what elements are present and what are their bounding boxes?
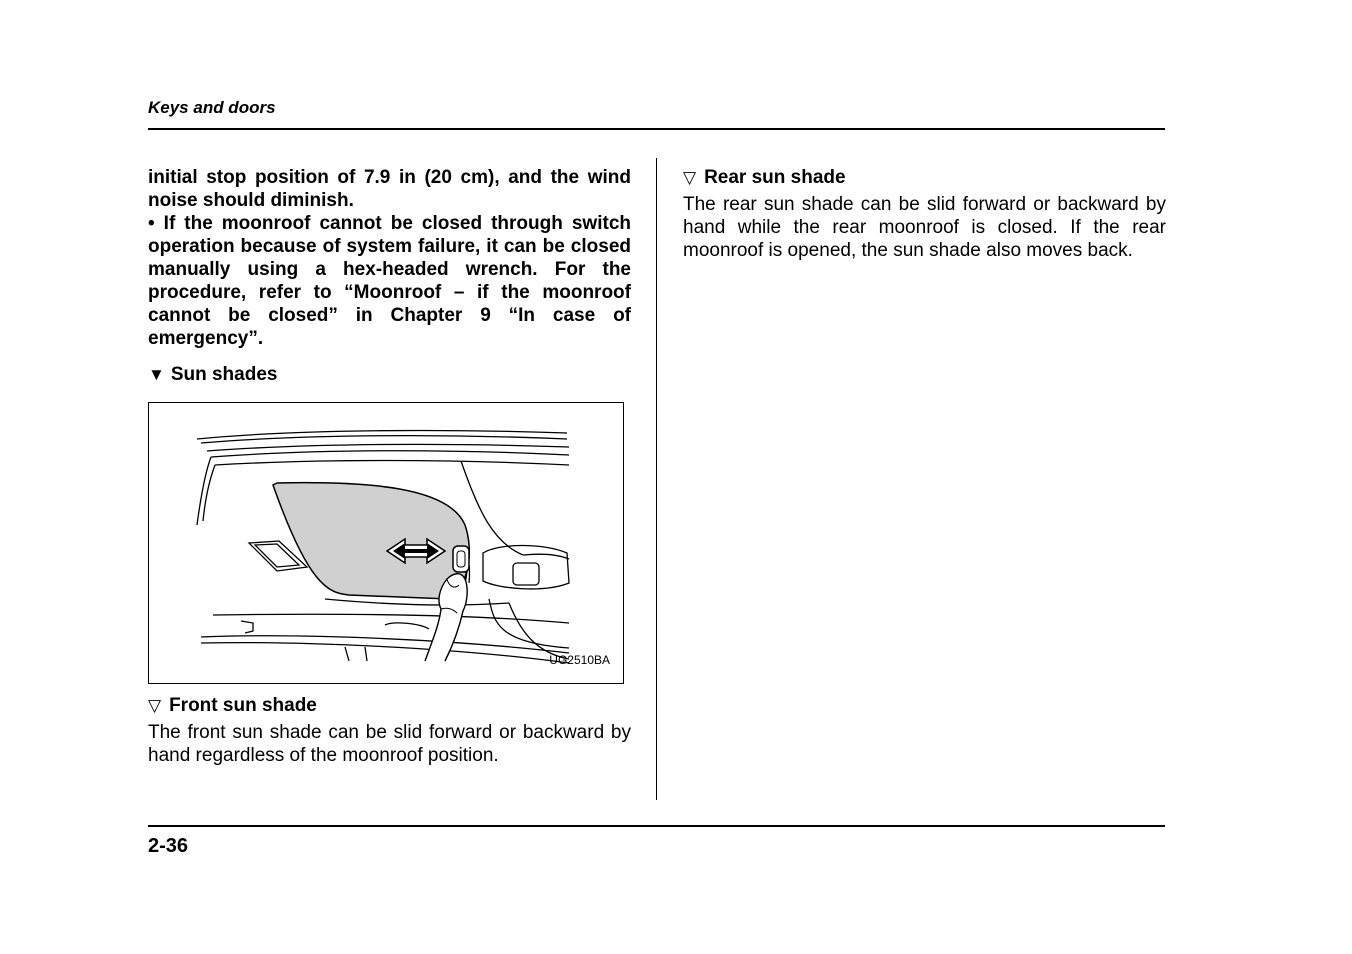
rear-sun-shade-text: The rear sun shade can be slid forward or backward by hand while the rear moonroof is closed. If the rear moonroof is opened, the sun shade also moves back. <box>683 194 1166 261</box>
right-column <box>683 166 1166 262</box>
front-sun-shade-text: The front sun shade can be slid forward or backward by hand regardless of the moonroof position. <box>148 722 631 766</box>
footer-rule <box>148 825 1165 827</box>
open-triangle-icon: ▽ <box>148 696 162 715</box>
sun-shade-drawing <box>149 403 625 685</box>
column-divider <box>656 158 657 800</box>
open-triangle-icon: ▽ <box>683 168 697 187</box>
page-number: 2-36 <box>148 835 189 857</box>
section-title: Sun shades <box>170 364 278 385</box>
section-heading-sun-shades <box>148 363 631 386</box>
sun-shade-illustration <box>148 402 624 684</box>
continued-paragraph: initial stop position of 7.9 in (20 cm), and the wind noise should diminish. <box>148 167 631 211</box>
subsection-heading-rear <box>683 166 1166 189</box>
left-column <box>148 166 631 767</box>
header-rule <box>148 128 1165 130</box>
running-header: Keys and doors <box>148 98 276 117</box>
subsection-title: Rear sun shade <box>704 167 846 188</box>
subsection-title: Front sun shade <box>169 695 317 716</box>
bullet-item <box>148 212 631 350</box>
figure-code: UG2510BA <box>549 653 610 667</box>
subsection-heading-front <box>148 694 631 717</box>
bullet-text: If the moonroof cannot be closed through switch operation because of system failure, it can be closed manually using a hex-headed wrench. For the procedure, refer to “Moonroof – if the moonroof cannot be closed” in Chapter 9 “In case of emergency”. <box>148 213 631 349</box>
bullet-symbol: • <box>148 213 155 234</box>
filled-triangle-icon: ▼ <box>148 365 165 384</box>
